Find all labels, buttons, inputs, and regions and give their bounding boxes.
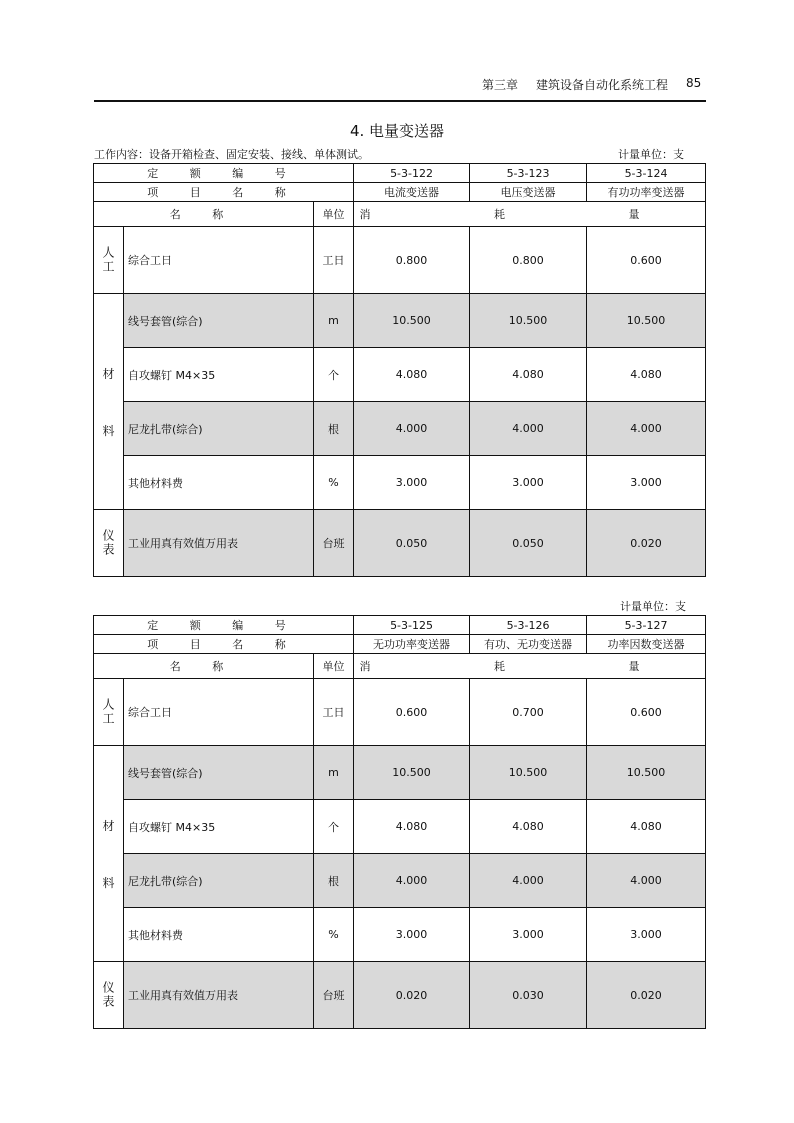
labor-group-label: 人工	[94, 679, 124, 746]
row-value: 0.050	[354, 510, 470, 577]
unit-label-1: 计量单位：支	[618, 148, 684, 161]
row-value: 3.000	[354, 908, 470, 962]
consumption-header: 消 耗 量	[354, 202, 706, 227]
row-name: 线号套管(综合)	[124, 294, 314, 348]
consumption-header: 消 耗 量	[354, 654, 706, 679]
unit-column-header: 单位	[314, 202, 354, 227]
row-value: 10.500	[354, 294, 470, 348]
section-title: 4. 电量变送器	[349, 122, 445, 140]
quota-code: 5-3-125	[354, 616, 470, 635]
row-value: 4.000	[354, 402, 470, 456]
row-value: 0.600	[354, 679, 470, 746]
row-name: 自攻螺钉 M4×35	[124, 800, 314, 854]
unit-label-2: 计量单位：支	[620, 600, 686, 613]
row-value: 4.080	[470, 800, 587, 854]
row-value: 4.080	[470, 348, 587, 402]
row-value: 4.080	[587, 800, 706, 854]
row-unit: 台班	[314, 962, 354, 1029]
row-value: 0.030	[470, 962, 587, 1029]
row-value: 0.700	[470, 679, 587, 746]
labor-group-label: 人工	[94, 227, 124, 294]
row-name: 线号套管(综合)	[124, 746, 314, 800]
quota-code: 5-3-124	[587, 164, 706, 183]
row-unit: 个	[314, 348, 354, 402]
row-value: 3.000	[587, 908, 706, 962]
row-name: 工业用真有效值万用表	[124, 962, 314, 1029]
row-value: 4.000	[587, 402, 706, 456]
row-unit: 根	[314, 402, 354, 456]
quota-code: 5-3-123	[470, 164, 587, 183]
row-unit: 台班	[314, 510, 354, 577]
item-name: 无功功率变送器	[354, 635, 470, 654]
row-name: 综合工日	[124, 227, 314, 294]
material-group-bottom: 料	[102, 875, 115, 890]
row-unit: m	[314, 294, 354, 348]
quota-code-label: 定 额 编 号	[94, 616, 354, 635]
row-unit: 个	[314, 800, 354, 854]
unit-column-header: 单位	[314, 654, 354, 679]
row-name: 工业用真有效值万用表	[124, 510, 314, 577]
material-group-label	[94, 746, 124, 962]
work-content: 工作内容：设备开箱检查、固定安装、接线、单体测试。	[94, 148, 369, 161]
row-value: 0.020	[587, 510, 706, 577]
row-unit: 根	[314, 854, 354, 908]
row-value: 0.800	[470, 227, 587, 294]
item-name: 功率因数变送器	[587, 635, 706, 654]
instrument-group-label: 仪表	[94, 962, 124, 1029]
row-unit: 工日	[314, 679, 354, 746]
item-name-label: 项 目 名 称	[94, 183, 354, 202]
row-name: 综合工日	[124, 679, 314, 746]
row-name: 尼龙扎带(综合)	[124, 854, 314, 908]
row-unit: m	[314, 746, 354, 800]
row-value: 10.500	[587, 746, 706, 800]
row-name: 其他材料费	[124, 456, 314, 510]
material-group-top: 材	[102, 818, 115, 833]
item-name-label: 项 目 名 称	[94, 635, 354, 654]
item-name: 有功、无功变送器	[470, 635, 587, 654]
quota-table-1	[93, 163, 706, 577]
row-name: 其他材料费	[124, 908, 314, 962]
row-name: 尼龙扎带(综合)	[124, 402, 314, 456]
page-header	[94, 74, 706, 100]
item-name: 电压变送器	[470, 183, 587, 202]
instrument-group-label: 仪表	[94, 510, 124, 577]
row-value: 10.500	[354, 746, 470, 800]
book-title: 建筑设备自动化系统工程	[536, 78, 669, 92]
quota-code: 5-3-126	[470, 616, 587, 635]
row-value: 0.600	[587, 227, 706, 294]
row-value: 3.000	[354, 456, 470, 510]
material-group-bottom: 料	[102, 423, 115, 438]
page-number: 85	[686, 76, 702, 90]
material-group-top: 材	[102, 366, 115, 381]
row-value: 10.500	[470, 294, 587, 348]
name-column-header: 名 称	[94, 202, 314, 227]
item-name: 电流变送器	[354, 183, 470, 202]
row-value: 4.080	[587, 348, 706, 402]
row-value: 10.500	[587, 294, 706, 348]
quota-code-label: 定 额 编 号	[94, 164, 354, 183]
row-value: 4.080	[354, 348, 470, 402]
name-column-header: 名 称	[94, 654, 314, 679]
chapter-label: 第三章	[482, 78, 519, 92]
header-divider	[94, 100, 706, 102]
row-value: 0.600	[587, 679, 706, 746]
item-name: 有功功率变送器	[587, 183, 706, 202]
quota-code: 5-3-122	[354, 164, 470, 183]
row-value: 10.500	[470, 746, 587, 800]
row-unit: 工日	[314, 227, 354, 294]
quota-code: 5-3-127	[587, 616, 706, 635]
row-value: 3.000	[470, 908, 587, 962]
row-value: 4.080	[354, 800, 470, 854]
row-value: 0.050	[470, 510, 587, 577]
row-value: 3.000	[470, 456, 587, 510]
material-group-label	[94, 294, 124, 510]
row-value: 4.000	[587, 854, 706, 908]
quota-table-2	[93, 615, 706, 1029]
row-value: 4.000	[470, 402, 587, 456]
row-name: 自攻螺钉 M4×35	[124, 348, 314, 402]
row-value: 3.000	[587, 456, 706, 510]
row-value: 0.020	[587, 962, 706, 1029]
row-value: 4.000	[470, 854, 587, 908]
row-value: 4.000	[354, 854, 470, 908]
row-unit: %	[314, 908, 354, 962]
row-value: 0.020	[354, 962, 470, 1029]
row-unit: %	[314, 456, 354, 510]
row-value: 0.800	[354, 227, 470, 294]
